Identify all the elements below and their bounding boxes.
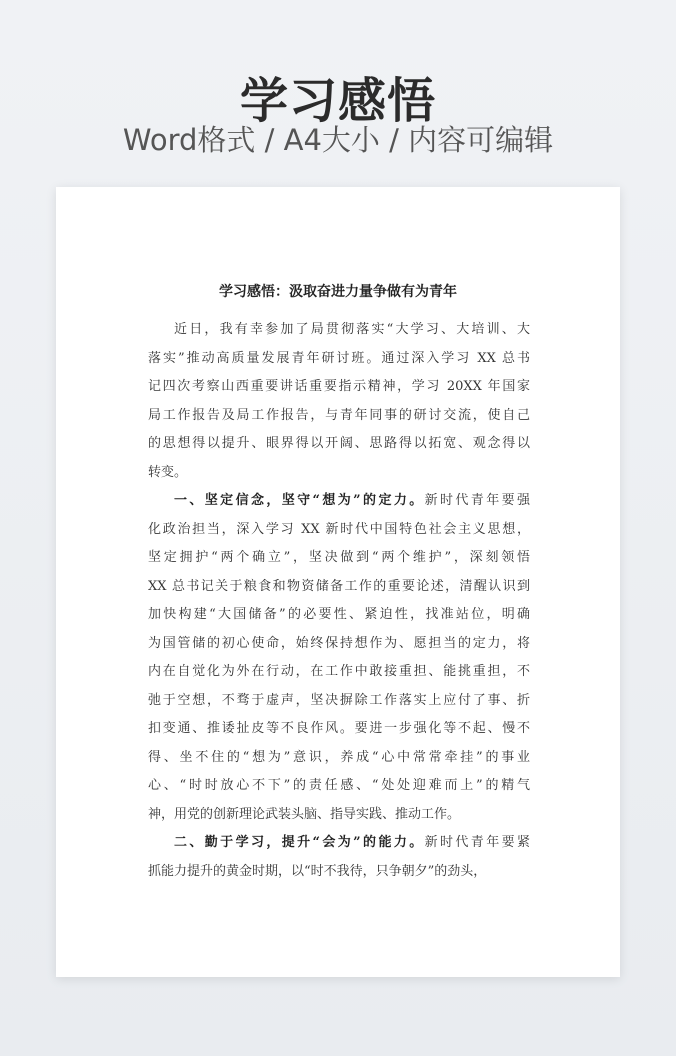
text-line <box>148 829 530 858</box>
text-line <box>148 487 530 516</box>
text-line: 局工作报告及局工作报告，与青年同事的研讨交流，使自己 <box>148 407 530 423</box>
section-heading: 二、勤于学习，提升“会为”的能力。 <box>174 835 425 850</box>
text-run: 新时代青年要强 <box>424 493 530 508</box>
text-line: 化政治担当，深入学习 XX 新时代中国特色社会主义思想， <box>148 521 530 537</box>
text-line: XX 总书记关于粮食和物资储备工作的重要论述，清醒认识到 <box>148 578 530 594</box>
text-line: 加快构建“大国储备”的必要性、紧迫性，找准站位，明确 <box>148 607 530 622</box>
text-line: 弛于空想，不骛于虚声，坚决摒除工作落实上应付了事、折 <box>148 692 530 708</box>
text-line: 坚定拥护“两个确立”，坚决做到“两个维护”，深刻领悟 <box>148 550 530 565</box>
section-heading: 一、坚定信念，坚守“想为”的定力。 <box>174 493 425 508</box>
text-line: 内在自觉化为外在行动，在工作中敢接重担、能挑重担，不 <box>148 664 530 679</box>
text-line: 扣变通、推诿扯皮等不良作风。要进一步强化等不起、慢不 <box>148 721 530 736</box>
text-line: 转变。 <box>148 464 188 480</box>
text-run: 新时代青年要紧 <box>424 835 530 850</box>
text-line: 记四次考察山西重要讲话重要指示精神，学习 20XX 年国家 <box>148 379 530 394</box>
document-title: 学习感悟：汲取奋进力量争做有为青年 <box>219 284 457 300</box>
paragraph-section-1 <box>148 487 530 829</box>
document-body <box>148 316 530 886</box>
text-line: 的思想得以提升、眼界得以开阔、思路得以拓宽、观念得以 <box>148 436 530 451</box>
page-subtitle: Word格式 / A4大小 / 内容可编辑 <box>122 123 554 157</box>
page-title: 学习感悟 <box>239 73 436 129</box>
paragraph-section-2 <box>148 829 530 886</box>
paragraph-intro <box>148 316 530 487</box>
text-line: 神，用党的创新理论武装头脑、指导实践、推动工作。 <box>148 806 461 822</box>
text-line: 近日，我有幸参加了局贯彻落实“大学习、大培训、大 <box>174 322 530 337</box>
document-page <box>56 187 620 977</box>
text-line: 抓能力提升的黄金时期，以“时不我待，只争朝夕”的劲头， <box>148 863 487 879</box>
text-line: 心、“时时放心不下”的责任感、“处处迎难而上”的精气 <box>148 778 530 793</box>
text-line: 为国管储的初心使命，始终保持想作为、愿担当的定力，将 <box>148 635 530 651</box>
text-line: 得、坐不住的“想为”意识，养成“心中常常牵挂”的事业 <box>148 749 530 765</box>
text-line: 落实”推动高质量发展青年研讨班。通过深入学习 XX 总书 <box>148 350 530 366</box>
